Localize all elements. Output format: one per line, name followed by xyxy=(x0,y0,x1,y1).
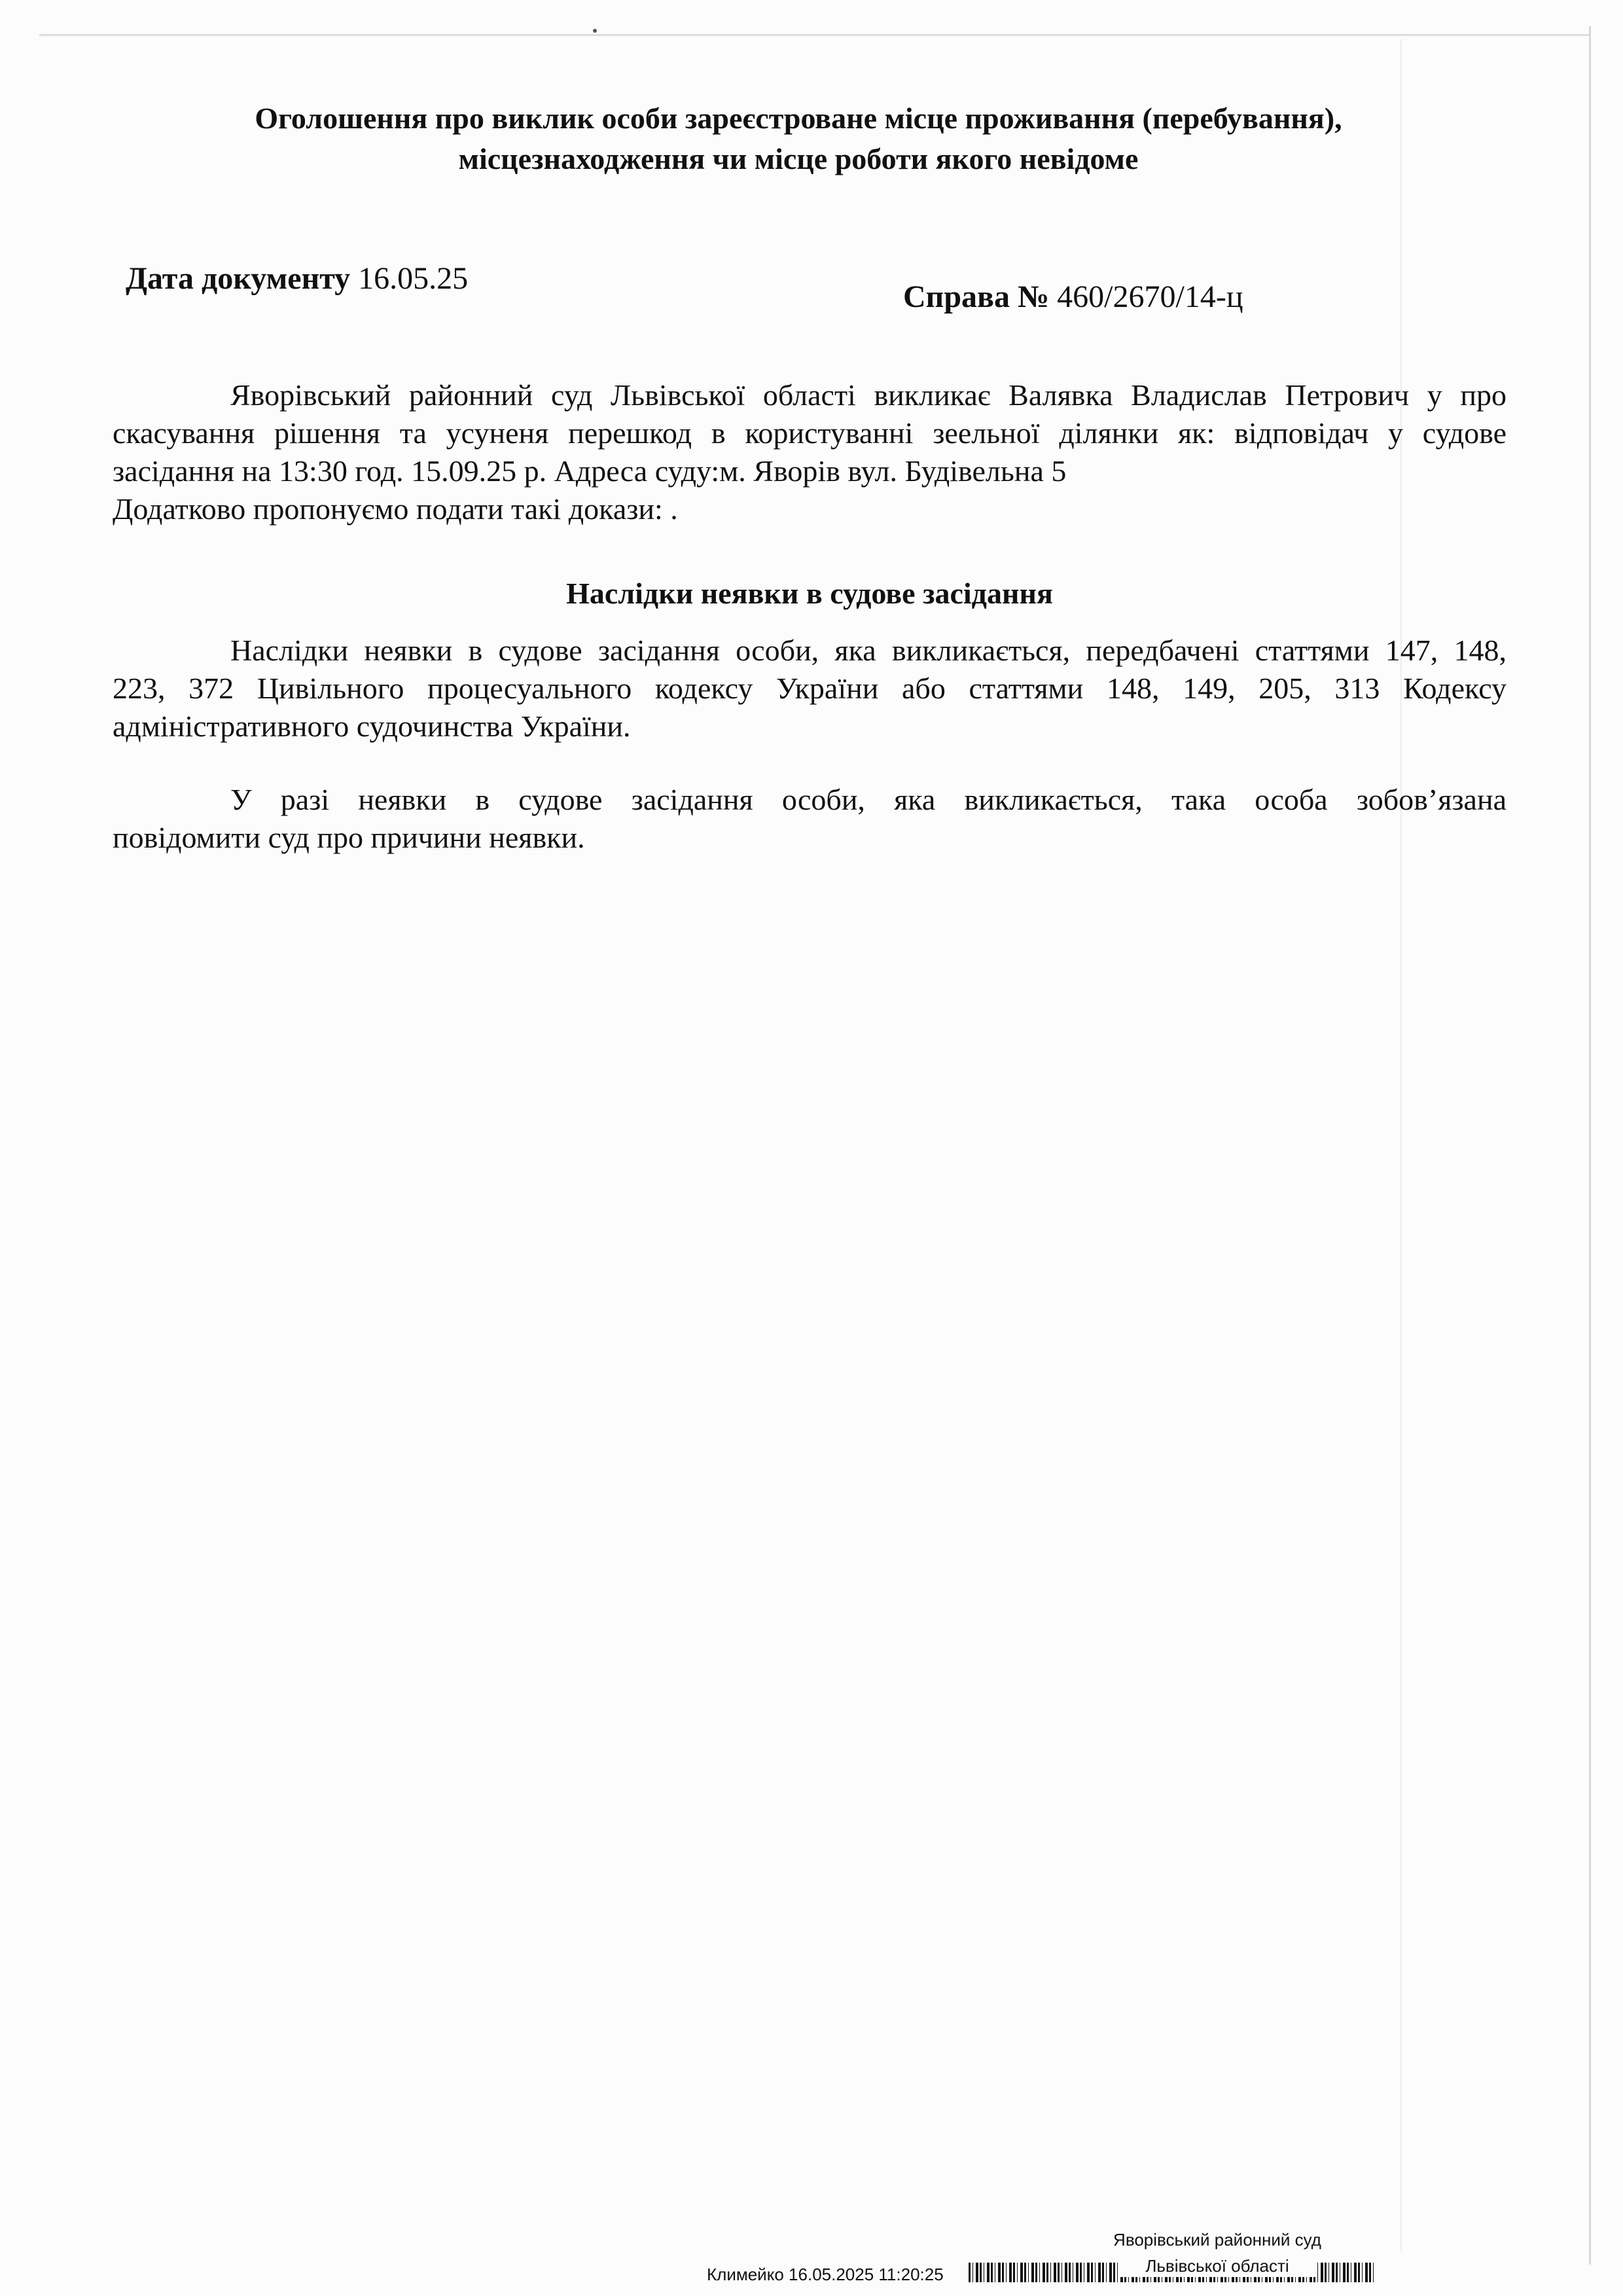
summons-line-2: скасування рішення та усуненя перешкод в користуванні зеельної ділянки як: відповідач у судове xyxy=(113,416,1507,450)
stamp-court-line-1: Яворівський районний суд xyxy=(1113,2230,1321,2250)
summons-line-4: Додатково пропонуємо подати такі докази: . xyxy=(113,492,678,526)
consequences-line-1: Наслідки неявки в судове засідання особи, яка викликається, передбачені статтями 147, 148, xyxy=(230,634,1507,667)
case-number xyxy=(903,279,1243,315)
title-line-1: Оголошення про виклик особи зареєстроване місце проживання (перебування), xyxy=(255,101,1342,135)
scan-edge-inner xyxy=(1400,39,1402,2251)
date-value: 16.05.25 xyxy=(358,261,469,296)
summons-paragraph xyxy=(113,376,1507,528)
scan-speck xyxy=(593,29,597,33)
title-line-2: місцезнаходження чи місце роботи якого невідоме xyxy=(458,142,1139,175)
date-label: Дата документу xyxy=(126,261,351,296)
notice-line-2: повідомити суд про причини неявки. xyxy=(113,821,585,854)
summons-line-3: засідання на 13:30 год. 15.09.25 р. Адреса суду:м. Яворів вул. Будівельна 5 xyxy=(113,454,1067,488)
consequences-heading: Наслідки неявки в судове засідання xyxy=(566,577,1053,610)
stamp-meta: Климейко 16.05.2025 11:20:25 xyxy=(707,2265,944,2284)
document-title xyxy=(151,98,1446,179)
scan-edge-right xyxy=(1589,26,1591,2265)
consequences-line-3: адміністративного судочинства України. xyxy=(113,709,631,743)
notice-line-1: У разі неявки в судове засідання особи, яка викликається, така особа зобов’язана xyxy=(230,783,1507,816)
stamp-court-line-2: Львівської області xyxy=(1145,2256,1289,2276)
notice-paragraph xyxy=(113,781,1507,857)
case-label: Справа № xyxy=(903,279,1050,314)
consequences-paragraph xyxy=(113,632,1507,745)
scan-edge-top xyxy=(39,34,1590,36)
registration-stamp xyxy=(707,2229,1387,2287)
stamp-court-line-2-wrap xyxy=(1119,2255,1315,2277)
summons-line-1: Яворівський районний суд Львівської області викликає Валявка Владислав Петрович у про xyxy=(230,378,1507,412)
document-date xyxy=(126,260,468,296)
case-value: 460/2670/14-ц xyxy=(1057,279,1243,314)
consequences-line-2: 223, 372 Цивільного процесуального кодексу України або статтями 148, 149, 205, 313 Кодексу xyxy=(113,672,1507,705)
stamp-court xyxy=(1047,2229,1387,2251)
